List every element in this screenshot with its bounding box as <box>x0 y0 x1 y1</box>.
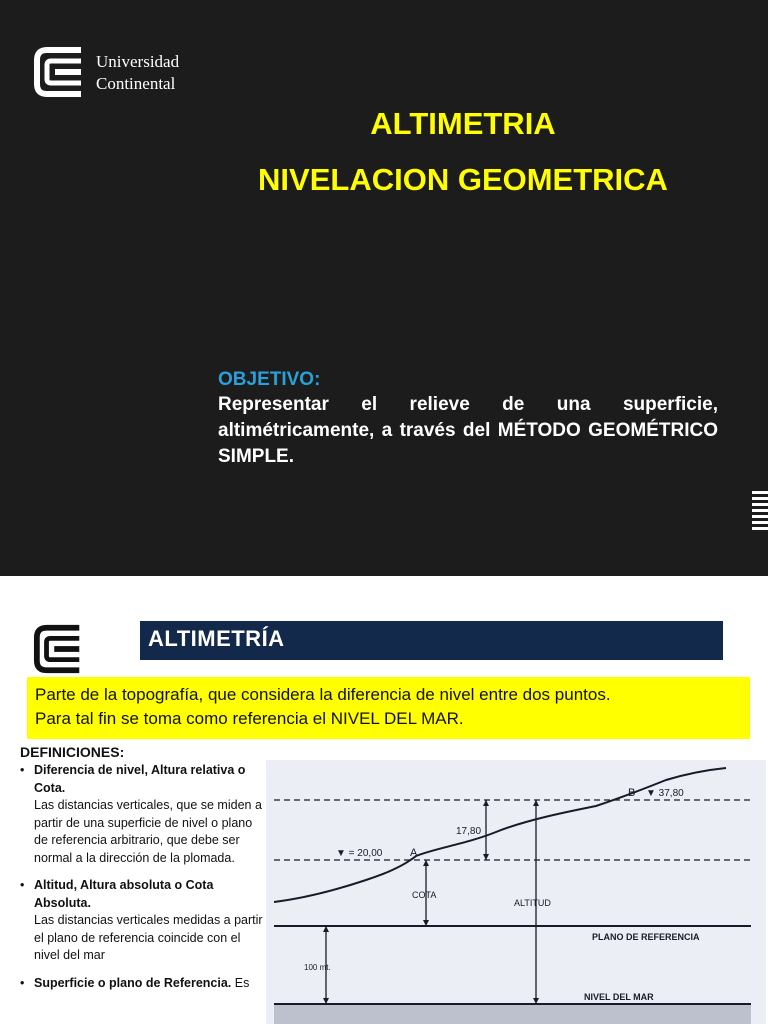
university-name-line2: Continental <box>96 74 176 93</box>
decorative-bars <box>752 491 768 533</box>
ground-hatch <box>274 1005 751 1024</box>
definitions-list <box>20 762 264 1002</box>
bullet: • <box>20 878 25 892</box>
objective-text: Representar el relieve de una superficie, altimétricamente, a través del MÉTODO GEOMÉTRICO SIMPLE. <box>218 394 718 467</box>
university-logo-small <box>33 622 87 681</box>
slide-title-line2: NIVELACION GEOMETRICA <box>258 162 668 197</box>
content-slide <box>0 576 768 1024</box>
logo-c-icon <box>33 622 87 676</box>
bullet: • <box>20 975 25 990</box>
label-100m: 100 mt. <box>304 963 331 972</box>
definition-item <box>20 877 264 965</box>
label-b: B <box>628 787 636 799</box>
university-name-line1: Universidad <box>96 52 180 71</box>
label-a: A <box>410 847 418 859</box>
label-nivel-mar: NIVEL DEL MAR <box>584 992 654 1002</box>
definition-text: Las distancias verticales, que se miden a partir de una superficie de nivel o plano de referencia arbitrario, que debe ser normal a la dirección de la plomada. <box>34 798 262 865</box>
logo-c-icon <box>33 44 89 100</box>
definition-item <box>20 762 264 867</box>
label-b-value: ▼ 37,80 <box>646 788 684 799</box>
label-a-value: ▼ = 20,00 <box>336 848 383 859</box>
definition-term: Superficie o plano de Referencia. <box>34 975 232 990</box>
definition-term: Diferencia de nivel, Altura relativa o Cota. <box>34 763 246 795</box>
section-header <box>140 621 723 660</box>
university-logo <box>33 44 89 105</box>
definition-term: Altitud, Altura absoluta o Cota Absoluta. <box>34 878 214 910</box>
altimetry-diagram <box>266 760 766 1024</box>
definition-text: Es <box>234 975 250 990</box>
objective-label: OBJETIVO: <box>218 369 321 390</box>
slide-title-line1: ALTIMETRIA <box>370 106 556 141</box>
definition-text: Las distancias verticales medidas a partir el plano de referencia coincide con el nivel del mar <box>34 913 263 962</box>
intro-highlight <box>27 677 750 739</box>
label-plano: PLANO DE REFERENCIA <box>592 932 700 942</box>
label-altitud: ALTITUD <box>514 898 551 908</box>
university-name <box>96 51 179 95</box>
altimetry-diagram-svg <box>266 760 766 1024</box>
bullet: • <box>20 763 25 777</box>
intro-text <box>35 683 745 731</box>
label-cota: COTA <box>412 890 437 900</box>
intro-line1: Parte de la topografía, que considera la diferencia de nivel entre dos puntos. <box>35 685 611 704</box>
label-diff: 17,80 <box>456 826 482 837</box>
definition-item <box>20 975 264 993</box>
definitions-title: DEFINICIONES: <box>20 744 125 760</box>
section-title: ALTIMETRÍA <box>148 626 285 651</box>
intro-line2: Para tal fin se toma como referencia el NIVEL DEL MAR. <box>35 709 464 728</box>
